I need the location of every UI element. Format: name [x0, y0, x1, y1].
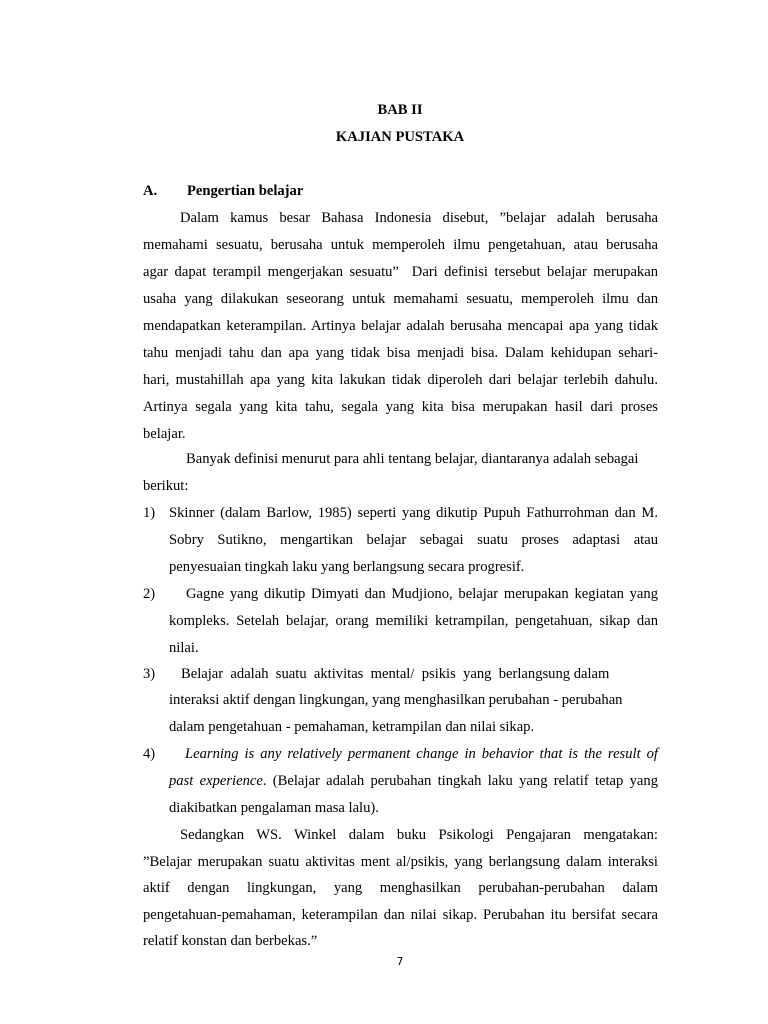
page-number: 7 — [396, 955, 404, 968]
paragraph1-line: belajar. — [143, 426, 186, 442]
section-label: A. — [143, 183, 158, 199]
paragraph2-line: Banyak definisi menurut para ahli tentang belajar, diantaranya adalah sebagai — [186, 451, 639, 467]
chapter-number: BAB II — [377, 102, 423, 118]
paragraph1-line: mendapatkan keterampilan. Artinya belajar adalah berusaha mencapai apa yang tidak — [143, 318, 658, 334]
paragraph1-line: usaha yang dilakukan seseorang untuk memahami sesuatu, memperoleh ilmu dan — [143, 291, 658, 307]
list-item-line: Gagne yang dikutip Dimyati dan Mudjiono, belajar merupakan kegiatan yang — [186, 586, 658, 602]
paragraph1-line: Dalam kamus besar Bahasa Indonesia disebut, ”belajar adalah berusaha — [180, 210, 658, 226]
paragraph3-line: aktif dengan lingkungan, yang menghasilkan perubahan-perubahan dalam — [143, 880, 658, 896]
list-item-line: Belajar adalah suatu aktivitas mental/ psikis yang berlangsung dalam — [181, 666, 610, 682]
paragraph1-line: memahami sesuatu, berusaha untuk memperoleh ilmu pengetahuan, atau berusaha — [143, 237, 658, 253]
list-item-italic-phrase: past experience — [169, 773, 263, 789]
paragraph2-line: berikut: — [143, 478, 189, 494]
paragraph3-line: pengetahuan-pemahaman, keterampilan dan nilai sikap. Perubahan itu bersifat secara — [143, 907, 658, 923]
list-item-line: nilai. — [169, 640, 199, 656]
section-title: Pengertian belajar — [187, 183, 304, 199]
list-item-line: interaksi aktif dengan lingkungan, yang menghasilkan perubahan - perubahan — [169, 692, 623, 708]
list-item-line-rest: . (Belajar adalah perubahan tingkah laku yang relatif tetap yang — [262, 773, 659, 789]
list-number: 3) — [143, 666, 156, 682]
paragraph3-line: Sedangkan WS. Winkel dalam buku Psikologi Pengajaran mengatakan: — [180, 827, 658, 843]
paragraph3-line: ”Belajar merupakan suatu aktivitas ment al/psikis, yang berlangsung dalam interaksi — [143, 854, 658, 870]
chapter-title: KAJIAN PUSTAKA — [335, 129, 465, 145]
list-number: 2) — [143, 586, 156, 602]
list-item-italic-line: Learning is any relatively permanent change in behavior that is the result of — [185, 746, 658, 762]
paragraph1-line: agar dapat terampil mengerjakan sesuatu” Dari definisi tersebut belajar merupakan — [143, 264, 658, 280]
list-item-line: diakibatkan pengalaman masa lalu). — [169, 800, 379, 816]
paragraph1-line: tahu menjadi tahu dan apa yang tidak bisa menjadi bisa. Dalam kehidupan sehari- — [143, 345, 658, 361]
list-item-line: Skinner (dalam Barlow, 1985) seperti yang dikutip Pupuh Fathurrohman dan M. — [169, 505, 658, 521]
list-number: 4) — [143, 746, 156, 762]
list-item-line: dalam pengetahuan - pemahaman, ketrampilan dan nilai sikap. — [169, 719, 535, 735]
list-item-line: penyesuaian tingkah laku yang berlangsung secara progresif. — [169, 559, 525, 575]
paragraph1-line: Artinya segala yang kita tahu, segala yang kita bisa merupakan hasil dari proses — [143, 399, 658, 415]
paragraph1-line: hari, mustahillah apa yang kita lakukan tidak diperoleh dari belajar terlebih dahulu. — [143, 372, 658, 388]
list-item-line: kompleks. Setelah belajar, orang memiliki ketrampilan, pengetahuan, sikap dan — [169, 613, 658, 629]
list-number: 1) — [143, 505, 156, 521]
list-item-line: Sobry Sutikno, mengartikan belajar sebagai suatu proses adaptasi atau — [169, 532, 658, 548]
paragraph3-line: relatif konstan dan berbekas.” — [143, 933, 318, 949]
list-item-line — [169, 772, 658, 790]
